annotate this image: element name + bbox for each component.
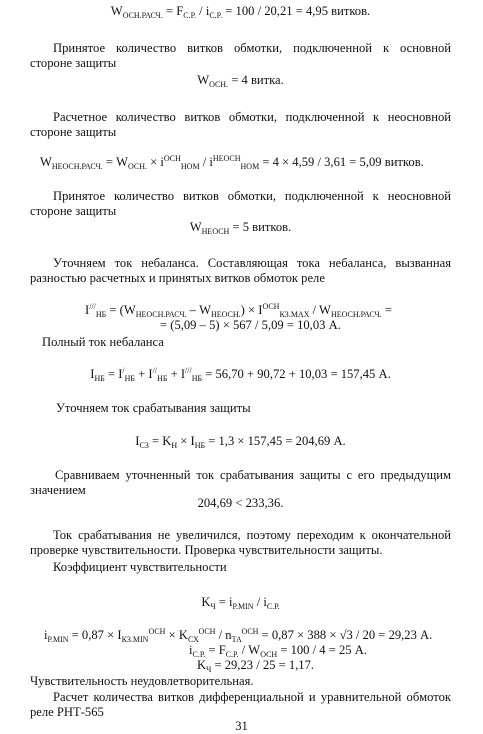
eq-sub: ОСН. xyxy=(209,80,229,89)
equation-unbalance-component xyxy=(85,303,451,318)
equation-turns-nonmain-calc xyxy=(40,155,451,170)
eq-text: / n xyxy=(215,628,232,642)
equation-turns-nonmain xyxy=(30,220,451,235)
eq-sub: С.Р. xyxy=(266,602,280,611)
eq-text: = 0,87 × I xyxy=(68,628,122,642)
equation-relay-pickup-current xyxy=(189,643,451,658)
eq-sub: НБ xyxy=(94,374,105,383)
eq-text: I xyxy=(90,367,95,381)
eq-sup: ОСН xyxy=(163,154,181,163)
eq-text: W xyxy=(110,4,123,18)
eq-text: = 0,87 × 388 × √3 / 20 = 29,23 А. xyxy=(258,628,433,642)
eq-sup: /// xyxy=(185,366,192,375)
eq-text: / i xyxy=(253,595,267,609)
eq-sub: СХ xyxy=(187,635,199,644)
eq-sup: /// xyxy=(89,302,96,311)
eq-text: W xyxy=(40,155,52,169)
paragraph-accepted-nonmain-l2: стороне защиты xyxy=(30,204,117,218)
eq-text: / i xyxy=(196,4,210,18)
eq-sub: ОСН xyxy=(260,650,278,659)
eq-sup: ОСН xyxy=(198,627,216,636)
eq-text: = i xyxy=(215,595,233,609)
eq-sub: С.Р. xyxy=(192,650,206,659)
eq-sub: КЗ.MIN xyxy=(121,635,149,644)
eq-sub: СЗ xyxy=(139,441,149,450)
page-number: 31 xyxy=(235,719,248,733)
eq-sub: С.Р. xyxy=(225,650,239,659)
paragraph-accepted-nonmain-l1: Принятое количество витков обмотки, подключенной к неосновной xyxy=(53,189,451,203)
eq-sup: НЕОСН xyxy=(212,154,241,163)
eq-sup: ОСН xyxy=(148,627,166,636)
equation-turns-main xyxy=(30,73,451,88)
eq-sup: // xyxy=(152,366,158,375)
eq-sub: НОМ xyxy=(180,162,200,171)
eq-text: i xyxy=(189,643,193,657)
eq-text: / W xyxy=(238,643,261,657)
eq-sub: НЕОСН.РАСЧ. xyxy=(51,162,103,171)
eq-sub: Р.MIN xyxy=(232,602,254,611)
eq-text: + I xyxy=(135,367,153,381)
eq-sub: НБ xyxy=(157,374,168,383)
eq-text: × i xyxy=(146,155,164,169)
paragraph-compare-l2: значением xyxy=(30,483,86,497)
eq-sup: / xyxy=(122,366,125,375)
eq-text: W xyxy=(189,220,202,234)
eq-sub: С.Р. xyxy=(183,11,197,20)
paragraph-full-unbalance: Полный ток небаланса xyxy=(42,335,164,349)
eq-sup: ОСН xyxy=(241,627,259,636)
equation-unbalance-component-result: = (5,09 – 5) × 567 / 5,09 = 10,03 А. xyxy=(160,318,341,332)
eq-sub: ОСН.РАСЧ. xyxy=(122,11,163,20)
eq-text: / i xyxy=(199,155,213,169)
paragraph-accepted-main-l1: Принятое количество витков обмотки, подключенной к основной xyxy=(53,41,451,55)
paragraph-refine-pickup: Уточняем ток срабатывания защиты xyxy=(56,401,251,415)
eq-text: = 5 витков. xyxy=(229,220,292,234)
eq-text: = K xyxy=(148,434,172,448)
paragraph-not-increased-l2: проверке чувствительности. Проверка чувствительности защиты. xyxy=(30,543,383,557)
paragraph-rnt-l2: реле РНТ-565 xyxy=(30,705,104,719)
paragraph-accepted-main-l2: стороне защиты xyxy=(30,56,117,70)
eq-sub: НЕОСН.РАСЧ. xyxy=(135,310,187,319)
paragraph-calc-nonmain-l1: Расчетное количество витков обмотки, подключенной к неосновной xyxy=(53,110,451,124)
eq-text: K xyxy=(201,595,211,609)
eq-text: i xyxy=(44,628,48,642)
eq-sub: НБ xyxy=(191,374,203,383)
eq-sub: НБ xyxy=(124,374,136,383)
paragraph-not-increased-l1: Ток срабатывания не увеличился, поэтому переходим к окончательной xyxy=(53,528,451,542)
eq-sub: ОСН. xyxy=(127,162,147,171)
eq-text: – W xyxy=(186,303,212,317)
paragraph-sensitivity-coefficient: Коэффициент чувствительности xyxy=(53,560,227,574)
eq-text: = F xyxy=(205,643,226,657)
paragraph-calc-nonmain-l2: стороне защиты xyxy=(30,125,117,139)
equation-turns-main-calc xyxy=(30,4,451,19)
equation-compare: 204,69 < 233,36. xyxy=(197,496,284,510)
eq-text: K xyxy=(197,658,207,672)
eq-text: / W xyxy=(309,303,331,317)
eq-text: + I xyxy=(167,367,186,381)
eq-sub: ТА xyxy=(231,635,242,644)
eq-sub: Ч xyxy=(206,665,212,674)
paragraph-unbalance-l2: разностью расчетных и принятых витков обмоток реле xyxy=(30,271,325,285)
eq-sub: Ч xyxy=(210,602,216,611)
eq-text: = xyxy=(381,303,393,317)
eq-text: = I xyxy=(104,367,123,381)
eq-text: = 56,70 + 90,72 + 10,03 = 157,45 А. xyxy=(202,367,391,381)
eq-sub: НЕОСН. xyxy=(211,310,241,319)
eq-text: = (W xyxy=(106,303,136,317)
paragraph-unsatisfactory: Чувствительность неудовлетворительная. xyxy=(30,674,254,688)
paragraph-rnt-l1: Расчет количества витков дифференциальной и уравнительной обмоток xyxy=(53,690,451,704)
eq-sub: Р.MIN xyxy=(47,635,69,644)
equation-pickup-current xyxy=(30,434,451,449)
paragraph-unbalance-l1: Уточняем ток небаланса. Составляющая тока небаланса, вызванная xyxy=(53,256,451,270)
equation-full-unbalance xyxy=(30,367,451,382)
eq-text: I xyxy=(135,434,140,448)
eq-text: W xyxy=(197,73,210,87)
eq-sub: НОМ xyxy=(240,162,260,171)
eq-text: = 1,3 × 157,45 = 204,69 А. xyxy=(205,434,346,448)
eq-text: × I xyxy=(177,434,195,448)
eq-text: = F xyxy=(162,4,184,18)
eq-sub: Н xyxy=(171,441,178,450)
eq-sub: НБ xyxy=(194,441,206,450)
equation-sensitivity-result xyxy=(197,658,451,673)
eq-sub: НЕОСН.РАСЧ. xyxy=(330,310,382,319)
eq-sup: ОСН xyxy=(262,302,280,311)
eq-text: = 100 / 20,21 = 4,95 витков. xyxy=(222,4,371,18)
equation-relay-min-current xyxy=(44,628,451,643)
eq-text: × K xyxy=(165,628,188,642)
eq-sub: НБ xyxy=(95,310,107,319)
eq-text: = 4 × 4,59 / 3,61 = 5,09 витков. xyxy=(259,155,424,169)
eq-text: = 4 витка. xyxy=(228,73,284,87)
eq-sub: С.Р. xyxy=(209,11,223,20)
eq-text: ) × I xyxy=(240,303,263,317)
equation-sensitivity-coefficient xyxy=(30,595,451,610)
eq-text: = 100 / 4 = 25 А. xyxy=(277,643,367,657)
eq-text: = W xyxy=(102,155,128,169)
eq-text: = 29,23 / 25 = 1,17. xyxy=(211,658,315,672)
paragraph-compare-l1: Сравниваем уточненный ток срабатывания защиты с его предыдущим xyxy=(55,468,451,482)
eq-text: I xyxy=(85,303,90,317)
eq-sub: КЗ.MAX xyxy=(279,310,310,319)
eq-sub: НЕОСН xyxy=(201,227,230,236)
